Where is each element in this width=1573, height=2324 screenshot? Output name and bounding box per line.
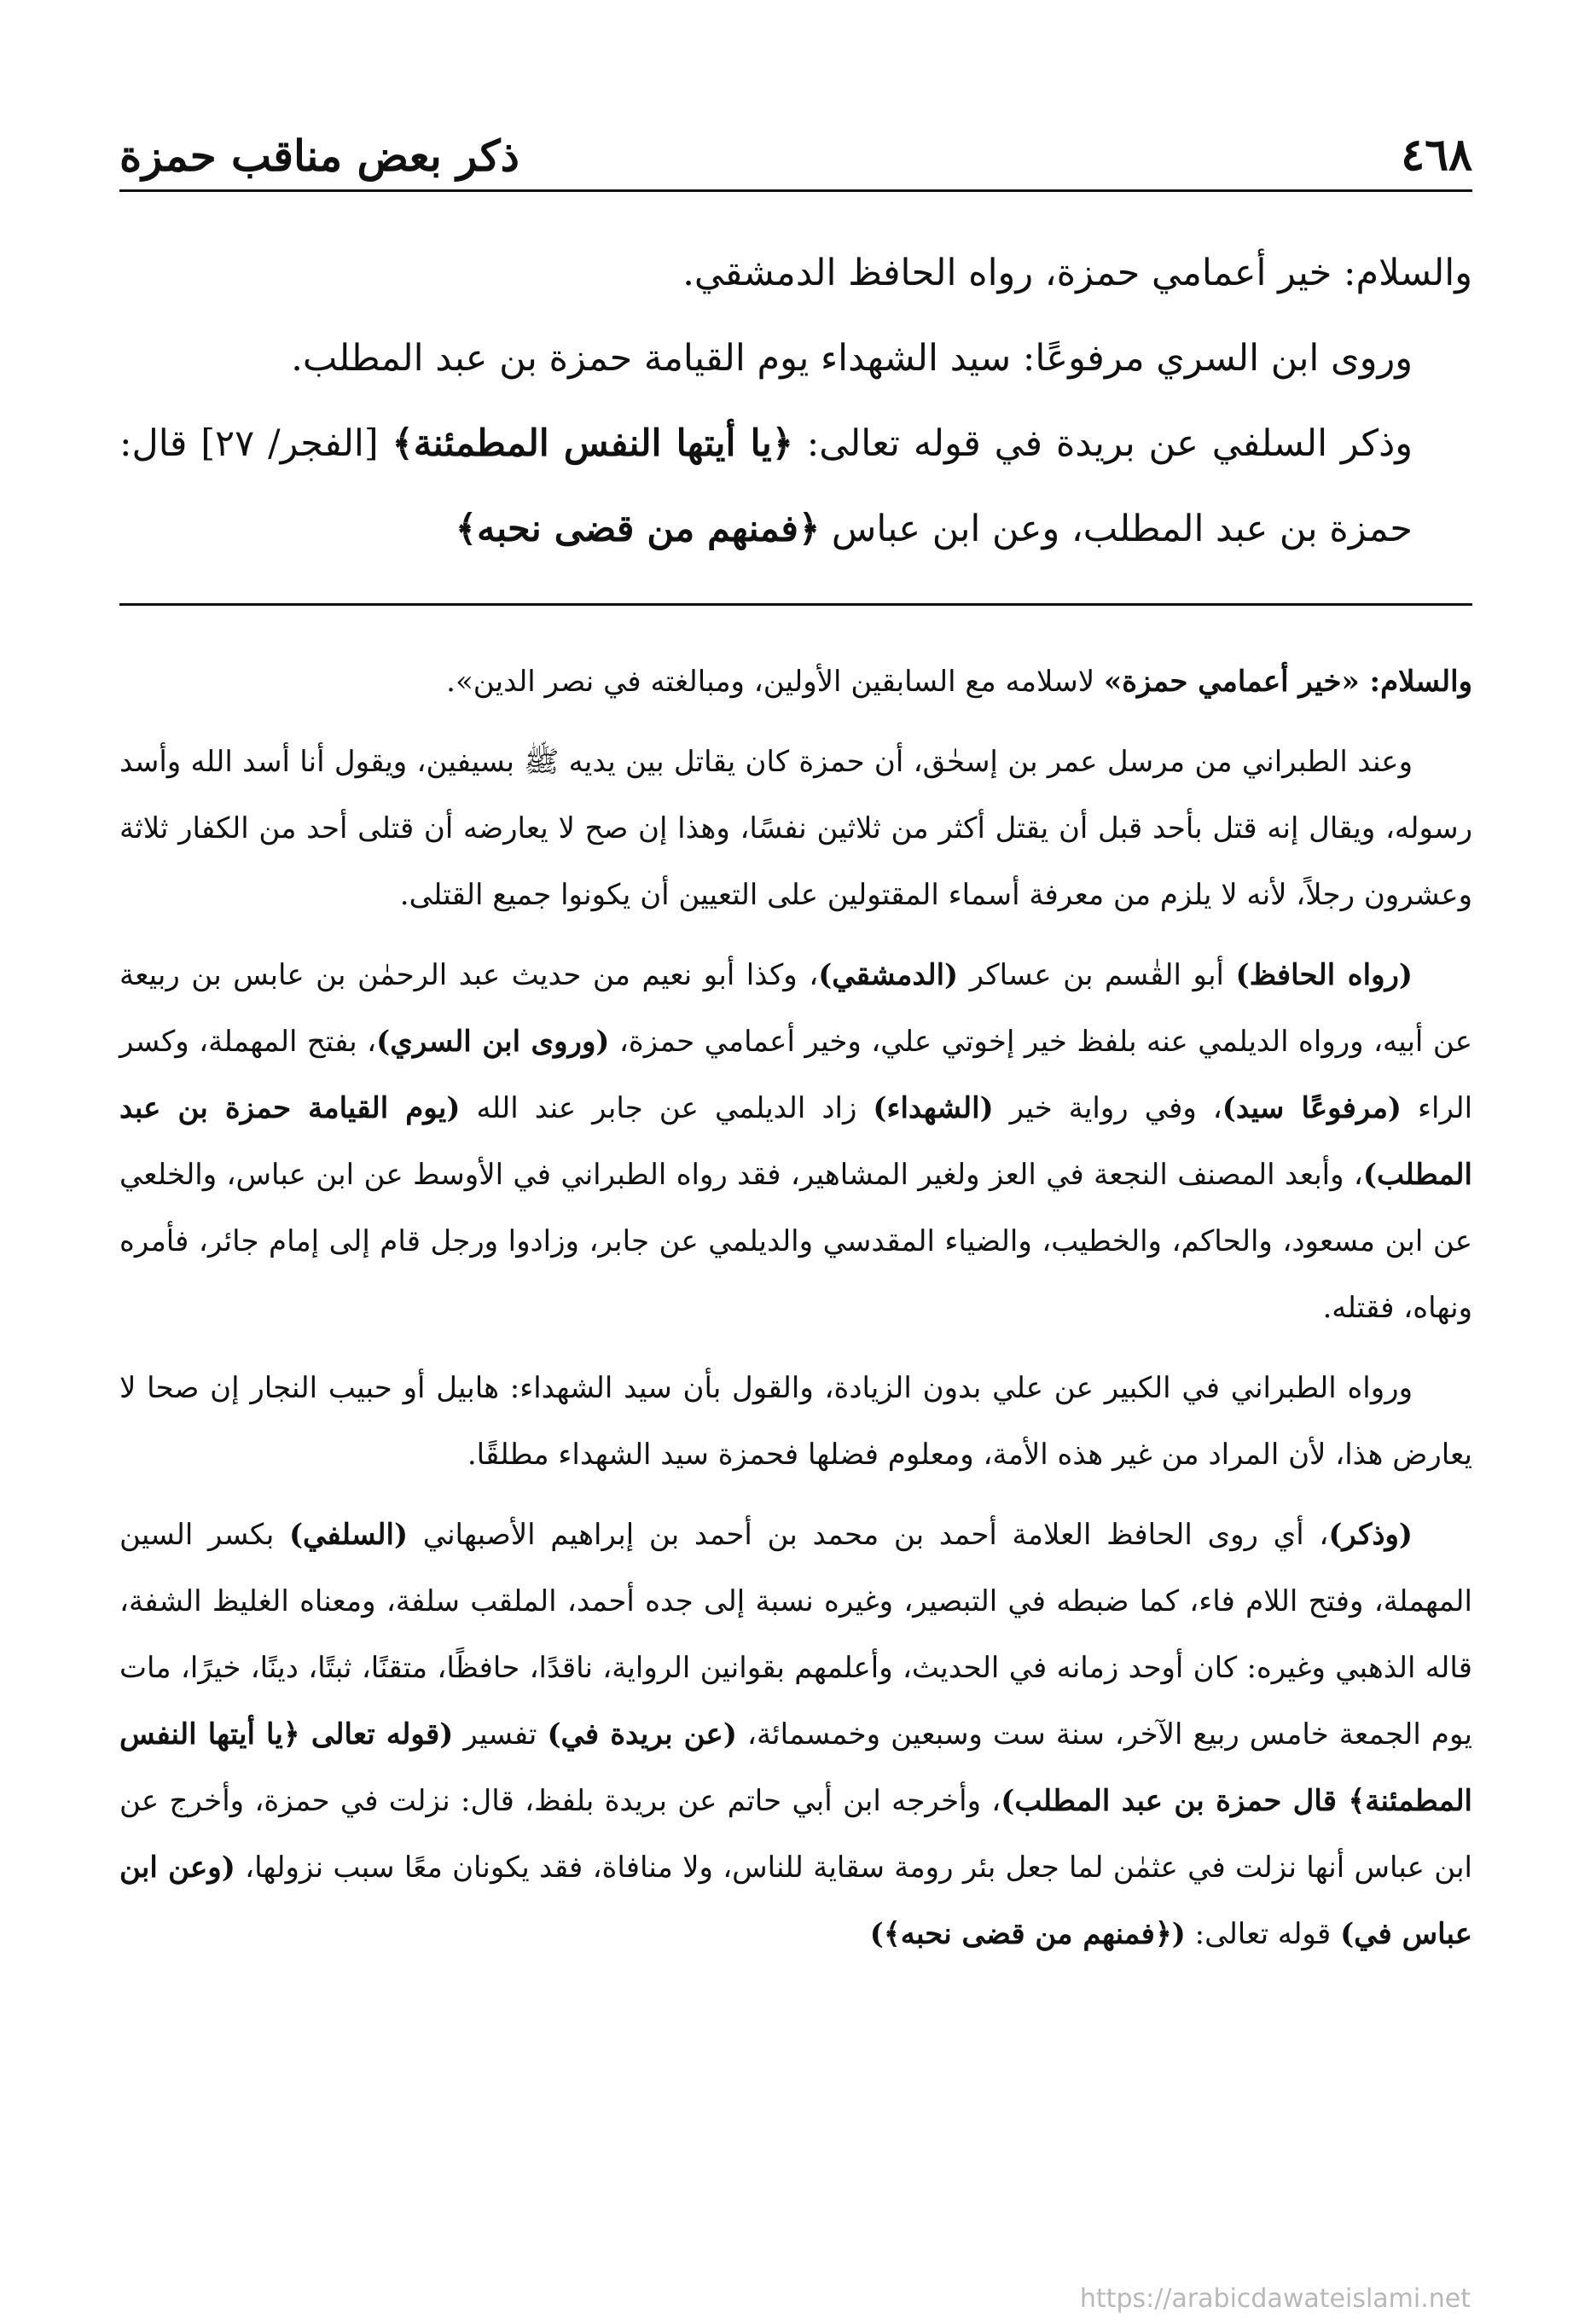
quoted-phrase: (قوله تعالى ﴿يا أيتها النفس المطمئنة﴾ قال حمزة بن عبد المطلب): [119, 1717, 1472, 1818]
main-text: [119, 230, 1472, 572]
commentary-paragraph: [119, 729, 1472, 928]
commentary-text-run: ، وأخرجه ابن أبي حاتم عن بريدة بلفظ، قال: نزلت في حمزة، وأخرج عن ابن عباس أنها نزلت في عثمٰن لما جعل بئر رومة سقاية للناس، ولا منافاة، فقد يكونان معًا سبب نزولها،: [119, 1784, 1472, 1885]
commentary-divider: [119, 603, 1472, 606]
commentary-text-run: ، أي روى الحافظ العلامة أحمد بن محمد بن أحمد بن إبراهيم الأصبهاني: [408, 1518, 1329, 1552]
commentary-text-run: قوله تعالى:: [1185, 1917, 1341, 1951]
matn-text: وذكر السلفي عن بريدة في قوله تعالى:: [792, 422, 1413, 465]
quoted-phrase: (وروى ابن السري): [376, 1025, 610, 1059]
quoted-phrase: (عن بريدة في): [547, 1717, 737, 1752]
page-header: [119, 101, 1472, 181]
commentary-paragraph: [119, 648, 1472, 715]
matn-paragraph: [119, 230, 1472, 316]
running-title: ذكر بعض مناقب حمزة: [119, 131, 519, 181]
commentary-paragraph: [119, 1355, 1472, 1488]
commentary-text-run: ، وأبعد المصنف النجعة في العز ولغير المشاهير، فقد رواه الطبراني في الأوسط عن ابن عباس، والخلعي عن ابن مسعود، والحاكم، والخطيب، والضياء المقدسي والديلمي عن جابر، وزادوا ورجل قام إلى إمام جائر، فأمره ونهاه، فقتله.: [119, 1158, 1472, 1325]
quoted-phrase: (السلفي): [288, 1518, 409, 1552]
watermark-url: https://arabicdawateislami.net: [1079, 2284, 1471, 2314]
matn-paragraph: [119, 316, 1472, 401]
quran-verse: ﴿فمنهم من قضى نحبه﴾: [455, 508, 821, 550]
commentary-text-run: ، بفتح المهملة، وكسر الراء: [119, 1025, 1473, 1125]
matn-paragraph: [119, 401, 1472, 572]
commentary-text-run: وعند الطبراني من مرسل عمر بن إسحٰق، أن حمزة كان يقاتل بين يديه ﷺ بسيفين، ويقول أنا أسد الله وأسد رسوله، ويقال إنه قتل بأحد قبل أن يقتل أكثر من ثلاثين نفسًا، وهذا إن صح لا يعارضه أن قتلى أحد من الكفار ثلاثة وعشرون رجلاً، لأنه لا يلزم من معرفة أسماء المقتولين على التعيين أن يكونوا جميع القتلى.: [119, 745, 1472, 912]
commentary-text-run: بكسر السين المهملة، وفتح اللام فاء، كما ضبطه في التبصير، وغيره نسبة إلى جده أحمد، الملقب سلفة، ومعناه الغليظ الشفة، قاله الذهبي وغيره: كان أوحد زمانه في الحديث، وأعلمهم بقوانين الرواية، ناقدًا، حافظًا، متقنًا، ثبتًا، دينًا، خيرًا، مات يوم الجمعة خامس ربيع الآخر، سنة ست وسبعين وخمسمائة،: [119, 1518, 1472, 1752]
matn-text: [الفجر/ ٢٧] قال: حمزة بن عبد المطلب، وعن ابن عباس: [119, 422, 1413, 550]
quoted-phrase: (وذكر): [1328, 1518, 1413, 1552]
quran-verse: ﴿يا أيتها النفس المطمئنة﴾: [392, 422, 793, 465]
quoted-phrase: والسلام: «خير أعمامي حمزة»: [1103, 665, 1472, 699]
commentary-text-run: ، وفي رواية خير: [993, 1091, 1222, 1125]
quoted-phrase: (مرفوعًا سيد): [1222, 1091, 1402, 1125]
commentary-paragraph: [119, 1502, 1472, 1967]
commentary-text-run: تفسير: [453, 1717, 548, 1752]
quoted-phrase: (رواه الحافظ): [1235, 958, 1413, 992]
commentary-text-run: لاسلامه مع السابقين الأولين، ومبالغته في نصر الدين».: [446, 665, 1104, 699]
commentary-text-run: ، وكذا أبو نعيم من حديث عبد الرحمٰن بن عابس بن ربيعة عن أبيه، ورواه الديلمي عنه بلفظ خير إخوتي علي، وخير أعمامي حمزة،: [119, 958, 1472, 1059]
quoted-phrase: (﴿فمنهم من قضى نحبه﴾): [869, 1917, 1186, 1951]
page-number: ٤٦٨: [1401, 129, 1472, 181]
matn-text: وروى ابن السري مرفوعًا: سيد الشهداء يوم القيامة حمزة بن عبد المطلب.: [291, 337, 1413, 380]
commentary-text-run: أبو القٰسم بن عساكر: [958, 958, 1236, 992]
commentary-text-run: زاد الديلمي عن جابر عند الله: [460, 1091, 874, 1125]
commentary-text: [119, 648, 1472, 1981]
commentary-text-run: ورواه الطبراني في الكبير عن علي بدون الزيادة، والقول بأن سيد الشهداء: هابيل أو حبيب النجار إن صحا لا يعارض هذا، لأن المراد من غير هذه الأمة، ومعلوم فضلها فحمزة سيد الشهداء مطلقًا.: [119, 1371, 1472, 1472]
quoted-phrase: (وعن ابن عباس في): [119, 1850, 1472, 1951]
matn-text: والسلام: خير أعمامي حمزة، رواه الحافظ الدمشقي.: [682, 252, 1472, 294]
quoted-phrase: (الدمشقي): [818, 958, 959, 992]
quoted-phrase: (يوم القيامة حمزة بن عبد المطلب): [119, 1091, 1472, 1192]
commentary-paragraph: [119, 942, 1472, 1341]
header-divider: [119, 189, 1472, 192]
quoted-phrase: (الشهداء): [873, 1091, 994, 1125]
